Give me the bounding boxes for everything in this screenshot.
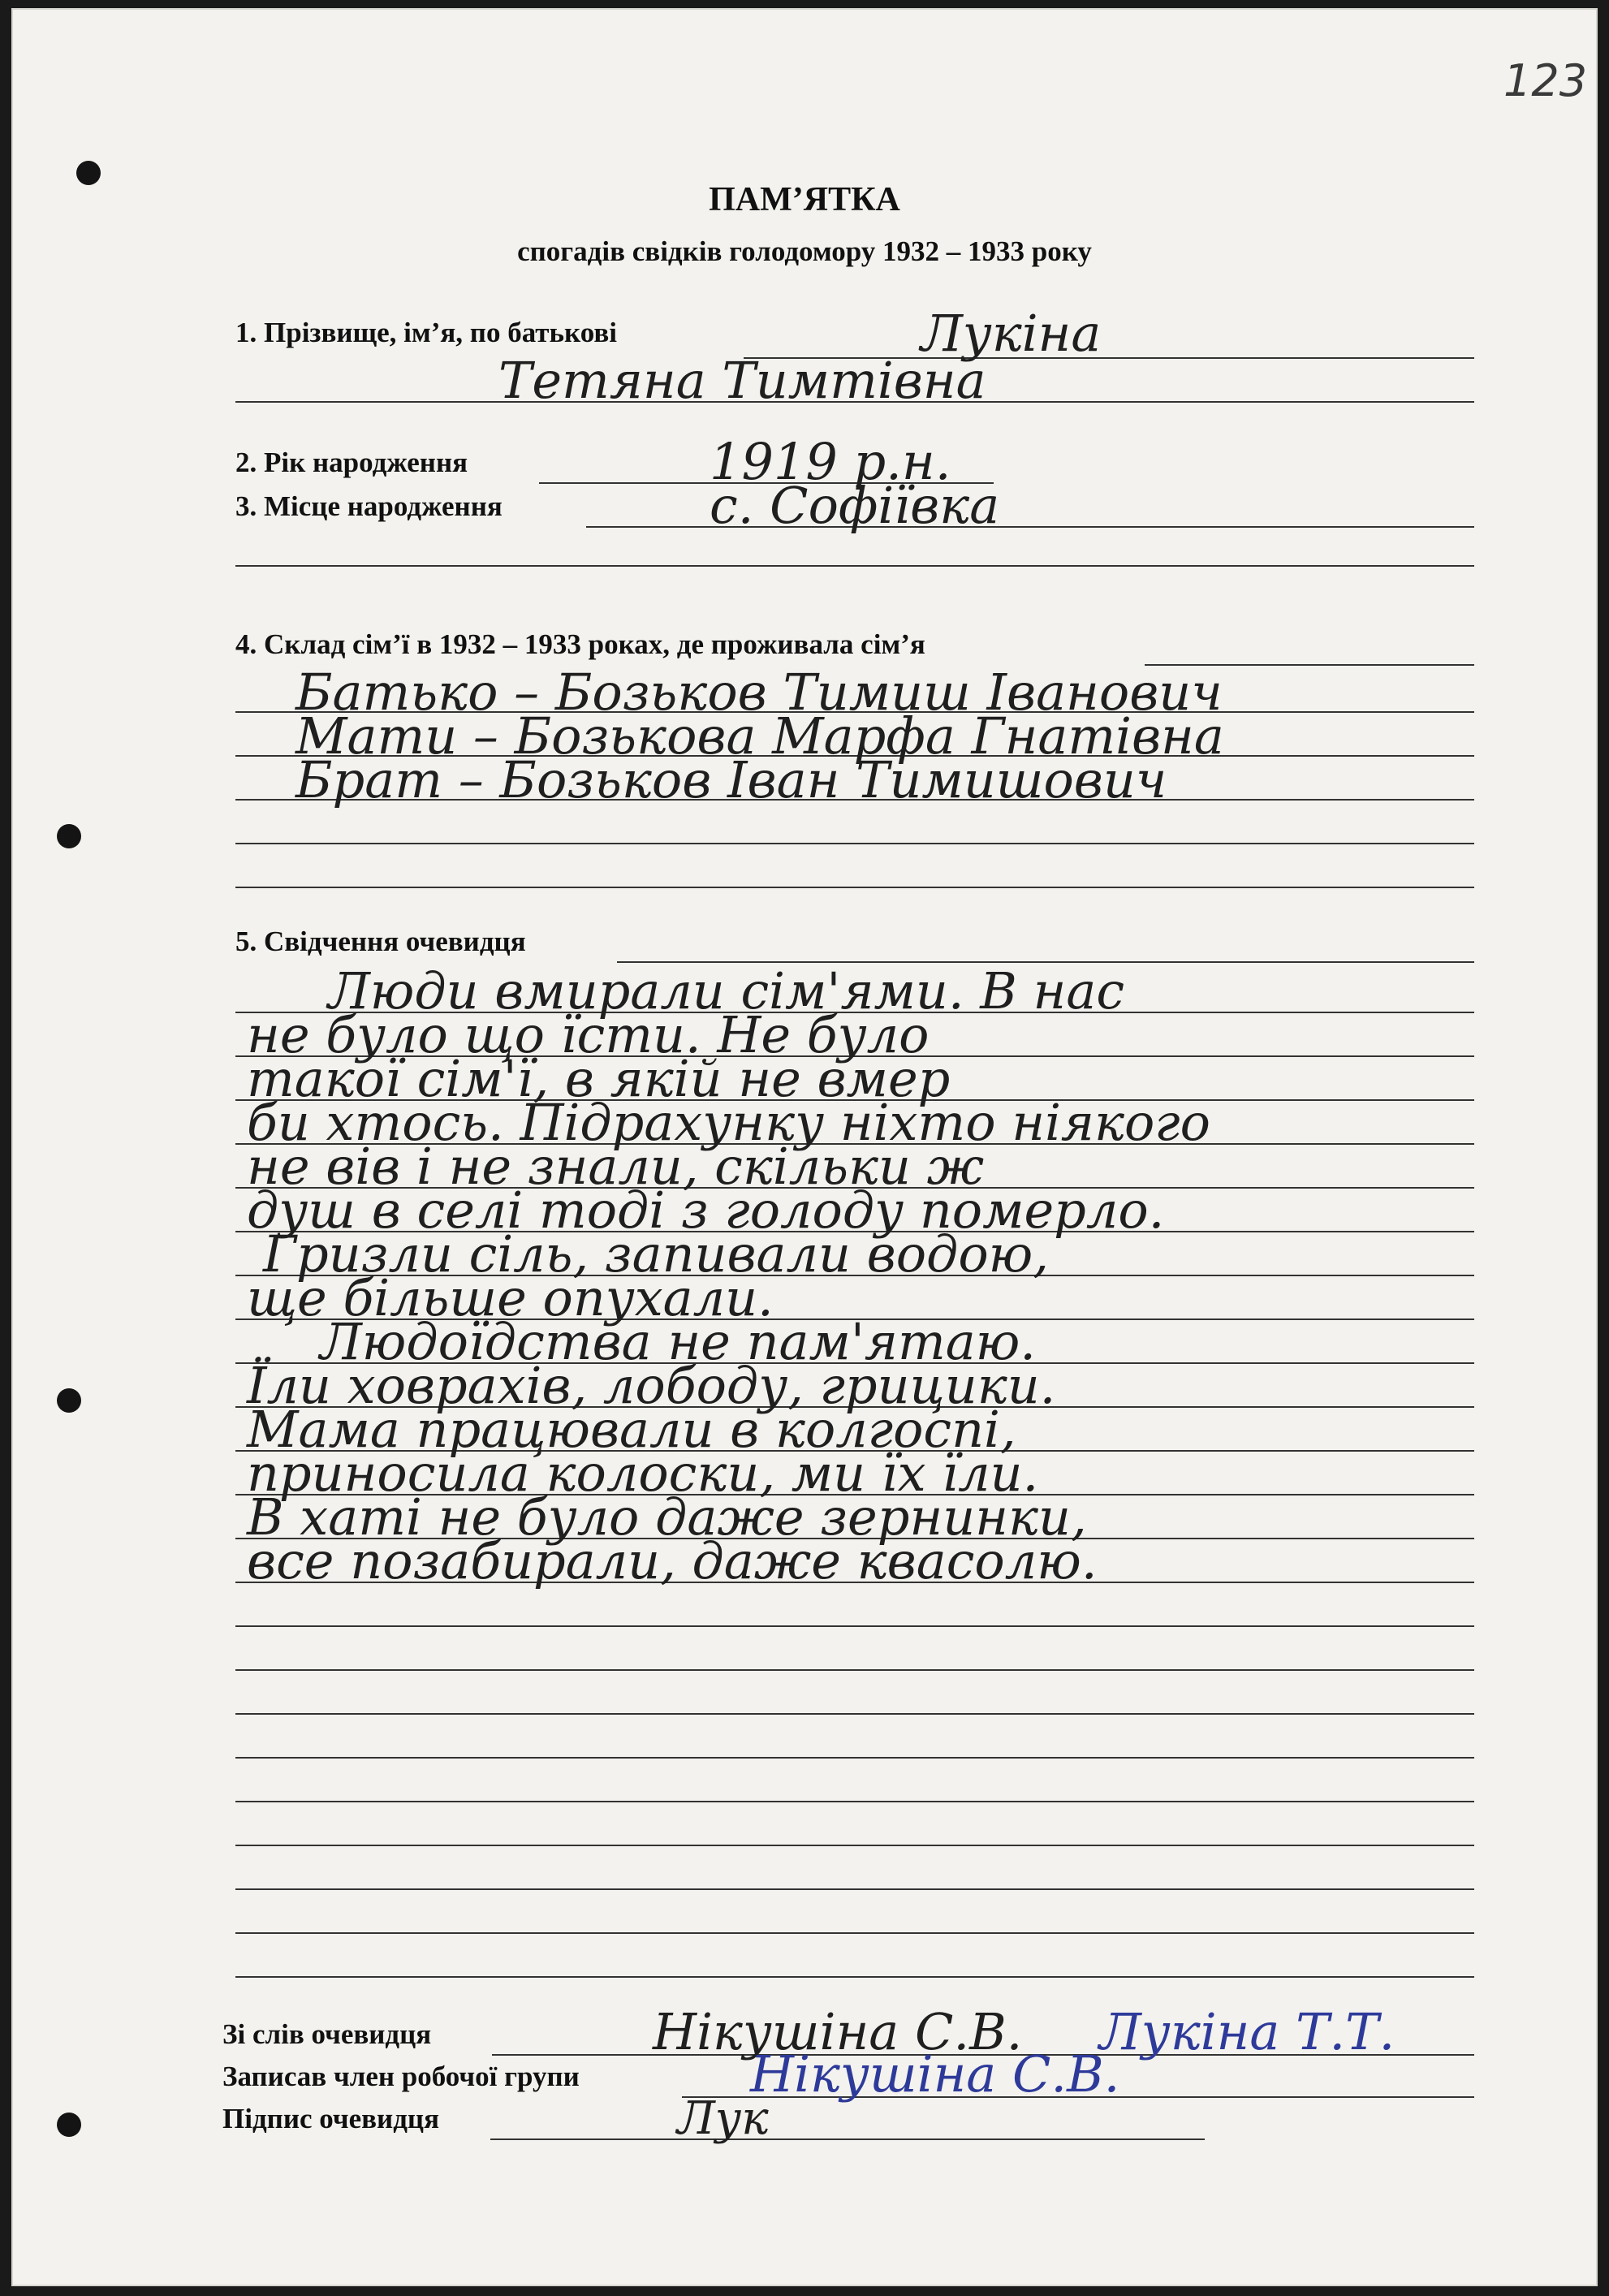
- recorded-by-value: Нікушіна С.В.: [750, 2044, 1120, 2104]
- family-label: 4. Склад сім’ї в 1932 – 1933 роках, де проживала сім’я: [235, 628, 925, 660]
- family-member-brother: Брат – Бозьков Іван Тимишович: [295, 750, 1167, 809]
- testimony-text-line: Гризли сіль, запивали водою,: [263, 1224, 1049, 1284]
- family-member-father: Батько – Бозьков Тимиш Іванович: [295, 662, 1223, 722]
- testimony-text-line: такої сім'ї, в якій не вмер: [247, 1049, 951, 1108]
- testimony-line-empty: [235, 1713, 1474, 1715]
- punch-hole-bottom: [57, 2113, 81, 2137]
- page-number: 123: [1503, 55, 1588, 106]
- birth-year-label: 2. Рік народження: [235, 447, 468, 478]
- document-subtitle: спогадів свідків голодомору 1932 – 1933 року: [517, 235, 1092, 267]
- from-words-value: Нікушіна С.В.: [653, 2002, 1023, 2061]
- testimony-line-empty: [235, 1757, 1474, 1759]
- birth-place-label: 3. Місце народження: [235, 490, 503, 522]
- testimony-text-line: не вів і не знали, скільки ж: [247, 1137, 985, 1196]
- from-words-label: Зі слів очевидця: [222, 2018, 432, 2050]
- testimony-text-line: Людоїдства не пам'ятаю.: [320, 1312, 1037, 1371]
- testimony-label: 5. Свідчення очевидця: [235, 926, 526, 957]
- testimony-line-empty: [235, 1669, 1474, 1671]
- family-member-mother: Мати – Бозькова Марфа Гнатівна: [295, 706, 1224, 766]
- family-line-5: [235, 887, 1474, 888]
- field-name-value-2: Тетяна Тимтівна: [498, 351, 986, 410]
- testimony-line-empty: [235, 1888, 1474, 1890]
- testimony-text-line: душ в селі тоді з голоду померло.: [247, 1180, 1165, 1240]
- testimony-text-line: не було що їсти. Не було: [247, 1005, 930, 1064]
- testimony-text-line: все позабирали, даже квасолю.: [247, 1531, 1098, 1590]
- document-title: ПАМ’ЯТКА: [709, 181, 900, 218]
- witness-signature-line: [490, 2138, 1205, 2140]
- birth-place-line-2: [235, 565, 1474, 567]
- testimony-text-line: приносила колоски, ми їх їли.: [247, 1444, 1039, 1503]
- testimony-text-line: Люди вмирали сім'ями. В нас: [328, 961, 1125, 1021]
- testimony-text-line: Їли ховрахів, лободу, грицики.: [247, 1356, 1056, 1415]
- witness-signature: Лук: [677, 2092, 769, 2145]
- testimony-text-line: Мама працювали в колгоспі,: [247, 1400, 1016, 1459]
- birth-place-value: с. Софіївка: [710, 476, 1000, 535]
- testimony-line-empty: [235, 1976, 1474, 1978]
- testimony-line-empty: [235, 1845, 1474, 1846]
- recorded-by-label: Записав член робочої групи: [222, 2061, 580, 2092]
- birth-year-value: 1919 р.н.: [710, 432, 951, 491]
- field-name-value-1: Лукіна: [921, 304, 1102, 363]
- field-name-label: 1. Прізвище, ім’я, по батькові: [235, 317, 617, 348]
- testimony-text-line: ще більше опухали.: [247, 1268, 774, 1327]
- testimony-line-empty: [235, 1625, 1474, 1627]
- testimony-line-empty: [235, 1932, 1474, 1934]
- testimony-line-empty: [235, 1801, 1474, 1802]
- punch-hole-lower: [57, 1388, 81, 1413]
- from-words-value-blue: Лукіна Т.Т.: [1099, 2002, 1395, 2061]
- testimony-text-line: би хтось. Підрахунку ніхто ніякого: [247, 1093, 1210, 1152]
- family-line-4: [235, 843, 1474, 844]
- document-sheet: [11, 8, 1598, 2286]
- witness-signature-label: Підпис очевидця: [222, 2103, 440, 2134]
- testimony-text-line: В хаті не було даже зернинки,: [247, 1487, 1087, 1547]
- punch-hole-middle: [57, 824, 81, 848]
